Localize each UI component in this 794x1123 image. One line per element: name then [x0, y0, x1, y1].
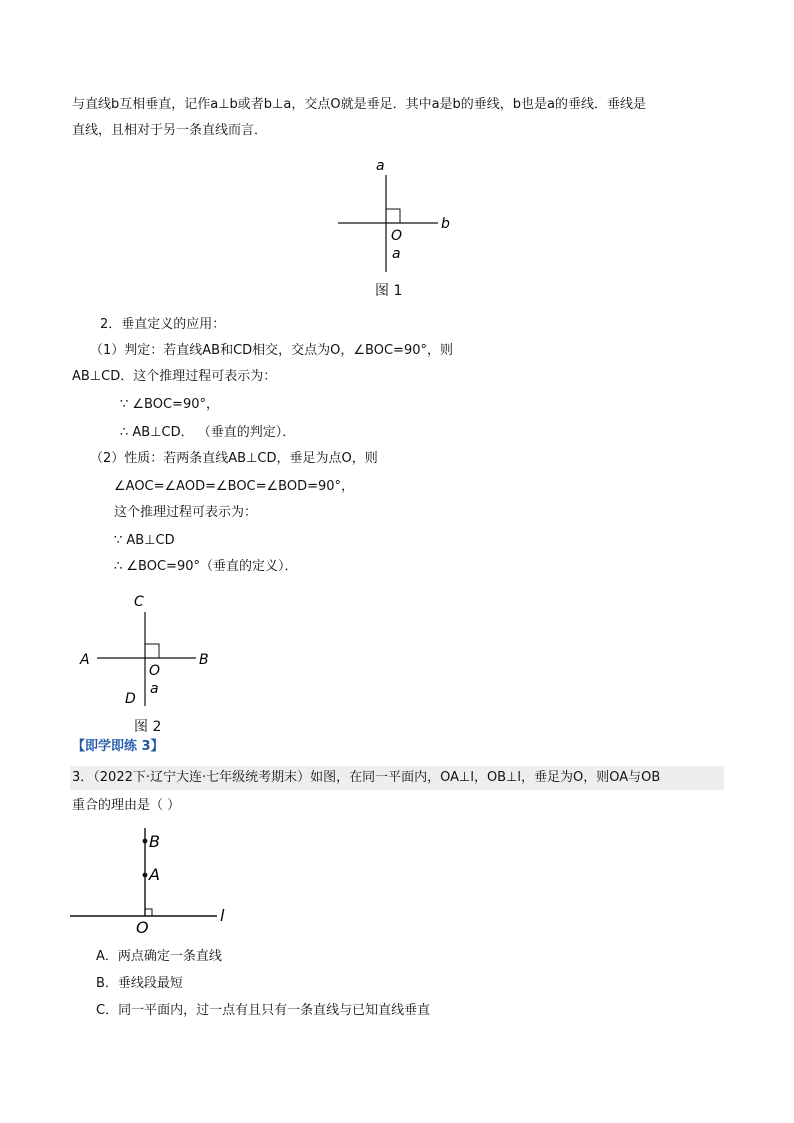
section2-p1-line2: AB⊥CD．这个推理过程可表示为： [72, 369, 277, 384]
option-C: C．同一平面内，过一点有且只有一条直线与已知直线垂直 [96, 1003, 431, 1018]
fig2-label-a: a [150, 681, 159, 697]
fig1-label-a-top: a [376, 158, 385, 174]
fig3-point-B [143, 839, 148, 844]
section2-p2-line3: 这个推理过程可表示为： [114, 505, 258, 520]
fig2-label-B: B [199, 652, 209, 668]
question-line-2: 重合的理由是（ ） [72, 798, 181, 813]
intro-line-1: 与直线b互相垂直，记作a⊥b或者b⊥a，交点O就是垂足．其中a是b的垂线，b也是a的垂线．垂线是 [72, 97, 647, 112]
section2-p2-therefore: ∴ ∠BOC=90°（垂直的定义）． [114, 559, 298, 574]
fig1-label-O: O [391, 228, 403, 244]
fig3-point-A [143, 873, 148, 878]
practice-tag: 【即学即练 3】 [72, 739, 164, 754]
fig3-label-A: A [149, 865, 160, 884]
section2-p1-therefore: ∴ AB⊥CD． （垂直的判定）． [120, 425, 296, 440]
fig2-right-angle-mark [145, 644, 159, 658]
section2-p2-line2: ∠AOC=∠AOD=∠BOC=∠BOD=90°， [114, 479, 355, 494]
fig1-caption: 图 1 [375, 283, 403, 299]
intro-line-2: 直线，且相对于另一条直线而言． [72, 123, 268, 138]
fig2-caption: 图 2 [134, 719, 162, 735]
fig3-right-angle-mark [145, 909, 152, 916]
fig3-label-B: B [149, 832, 160, 851]
section2-p2-line1: （2）性质：若两条直线AB⊥CD，垂足为点O，则 [90, 451, 378, 466]
section2-p1-line1: （1）判定：若直线AB和CD相交，交点为O，∠BOC=90°，则 [90, 343, 453, 358]
fig1-label-a-bottom: a [392, 246, 401, 262]
fig1-right-angle-mark [386, 209, 400, 223]
option-B: B．垂线段最短 [96, 976, 183, 991]
fig2-label-O: O [149, 663, 161, 679]
fig2-label-A: A [80, 652, 90, 668]
fig2-label-C: C [134, 594, 144, 610]
question-line-1: 3．（2022下·辽宁大连·七年级统考期末）如图，在同一平面内，OA⊥l，OB⊥l，垂足为O，则OA与OB [72, 770, 661, 785]
option-A: A．两点确定一条直线 [96, 949, 222, 964]
section2-p1-because: ∵ ∠BOC=90°， [120, 397, 219, 412]
section2-p2-because: ∵ AB⊥CD [114, 533, 175, 548]
fig3-label-l: l [220, 906, 225, 925]
section2-heading: 2．垂直定义的应用： [100, 317, 226, 332]
fig2-label-D: D [125, 691, 136, 707]
fig1-label-b: b [441, 216, 450, 232]
fig3-label-O: O [136, 918, 149, 937]
